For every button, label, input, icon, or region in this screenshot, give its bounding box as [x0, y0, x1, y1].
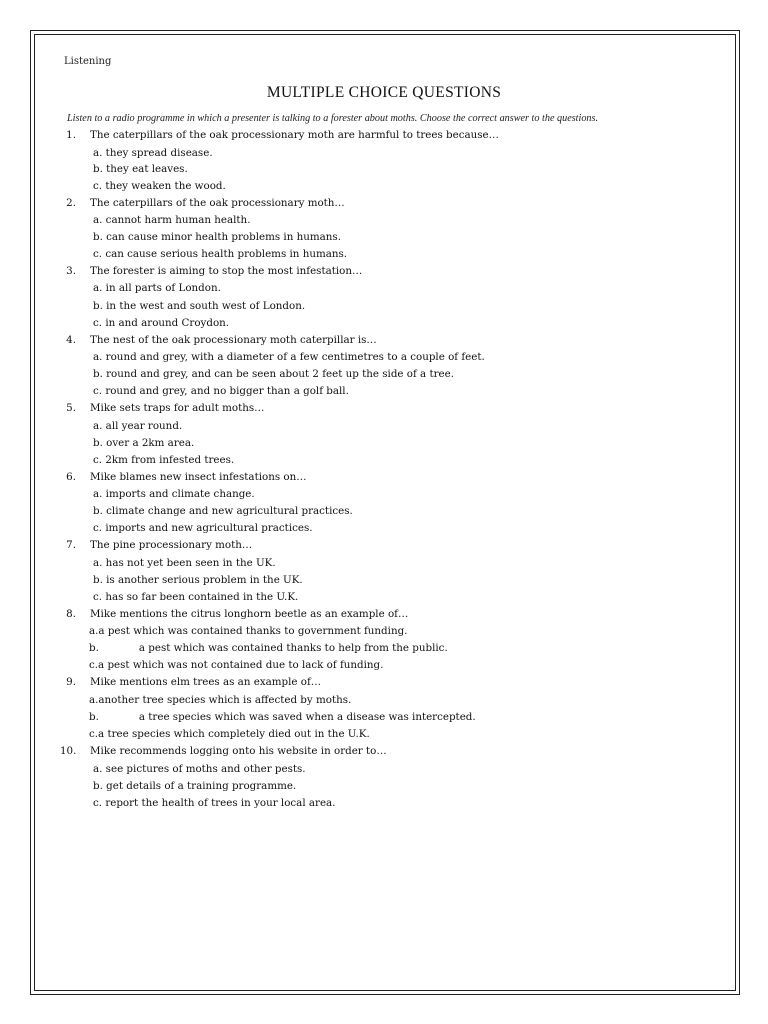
answer-option[interactable]: a.a pest which was contained thanks to government funding. [89, 625, 408, 637]
answer-option[interactable]: c.a pest which was not contained due to lack of funding. [89, 659, 384, 671]
answer-option[interactable]: a. see pictures of moths and other pests. [93, 763, 306, 775]
answer-option[interactable]: a. all year round. [93, 420, 183, 432]
answer-option[interactable]: a. they spread disease. [93, 147, 213, 159]
answer-option[interactable]: b. in the west and south west of London. [93, 300, 306, 312]
question-stem: Mike recommends logging onto his website in order to… [90, 745, 387, 757]
answer-option[interactable]: b. is another serious problem in the UK. [93, 574, 303, 586]
question-stem: Mike sets traps for adult moths… [90, 402, 265, 414]
question-stem: The caterpillars of the oak processionary moth are harmful to trees because… [90, 129, 499, 141]
answer-option[interactable]: c. report the health of trees in your local area. [93, 797, 336, 809]
option-text: a tree species which was saved when a disease was intercepted. [138, 711, 476, 723]
answer-option[interactable]: b. over a 2km area. [93, 437, 195, 449]
question-stem: Mike mentions elm trees as an example of… [90, 676, 322, 688]
answer-option-b[interactable] [89, 642, 448, 655]
answer-option[interactable]: a. imports and climate change. [93, 488, 255, 500]
option-letter: b. [89, 642, 99, 654]
question-number: 3. [66, 265, 76, 277]
answer-option[interactable]: a. in all parts of London. [93, 282, 221, 294]
question-number: 7. [66, 539, 76, 551]
question-number: 1. [66, 129, 76, 141]
question-stem: The forester is aiming to stop the most infestation… [90, 265, 363, 277]
instructions: Listen to a radio programme in which a presenter is talking to a forester about moths. Choose the correct answer to the questions. [67, 113, 599, 124]
answer-option[interactable]: b. they eat leaves. [93, 163, 188, 175]
answer-option[interactable]: b. climate change and new agricultural practices. [93, 505, 353, 517]
question-stem: Mike mentions the citrus longhorn beetle as an example of… [90, 608, 409, 620]
answer-option[interactable]: c. imports and new agricultural practices. [93, 522, 313, 534]
question-stem: The caterpillars of the oak processionary moth… [90, 197, 345, 209]
option-text: a pest which was contained thanks to help from the public. [138, 642, 448, 654]
page-title: MULTIPLE CHOICE QUESTIONS [266, 84, 502, 101]
question-number: 4. [66, 334, 76, 346]
question-number: 2. [66, 197, 76, 209]
answer-option[interactable]: b. get details of a training programme. [93, 780, 297, 792]
answer-option[interactable]: b. round and grey, and can be seen about 2 feet up the side of a tree. [93, 368, 454, 380]
question-number: 8. [66, 608, 76, 620]
answer-option[interactable]: a. has not yet been seen in the UK. [93, 557, 276, 569]
answer-option[interactable]: a. round and grey, with a diameter of a few centimetres to a couple of feet. [93, 351, 485, 363]
answer-option[interactable]: b. can cause minor health problems in humans. [93, 231, 341, 243]
question-stem: The nest of the oak processionary moth caterpillar is… [90, 334, 377, 346]
question-number: 10. [60, 745, 77, 757]
question-stem: The pine processionary moth… [90, 539, 253, 551]
answer-option[interactable]: a. cannot harm human health. [93, 214, 251, 226]
answer-option[interactable]: c. 2km from infested trees. [93, 454, 235, 466]
question-number: 5. [66, 402, 76, 414]
answer-option[interactable]: a.another tree species which is affected by moths. [89, 694, 352, 706]
answer-option[interactable]: c. in and around Croydon. [93, 317, 230, 329]
question-stem: Mike blames new insect infestations on… [90, 471, 307, 483]
option-letter: b. [89, 711, 99, 723]
question-number: 6. [66, 471, 76, 483]
section-label: Listening [64, 56, 112, 67]
answer-option[interactable]: c.a tree species which completely died out in the U.K. [89, 728, 370, 740]
answer-option[interactable]: c. can cause serious health problems in humans. [93, 248, 348, 260]
question-number: 9. [66, 676, 76, 688]
answer-option[interactable]: c. round and grey, and no bigger than a golf ball. [93, 385, 349, 397]
answer-option[interactable]: c. they weaken the wood. [93, 180, 226, 192]
answer-option[interactable]: c. has so far been contained in the U.K. [93, 591, 299, 603]
answer-option-b[interactable] [89, 711, 476, 724]
